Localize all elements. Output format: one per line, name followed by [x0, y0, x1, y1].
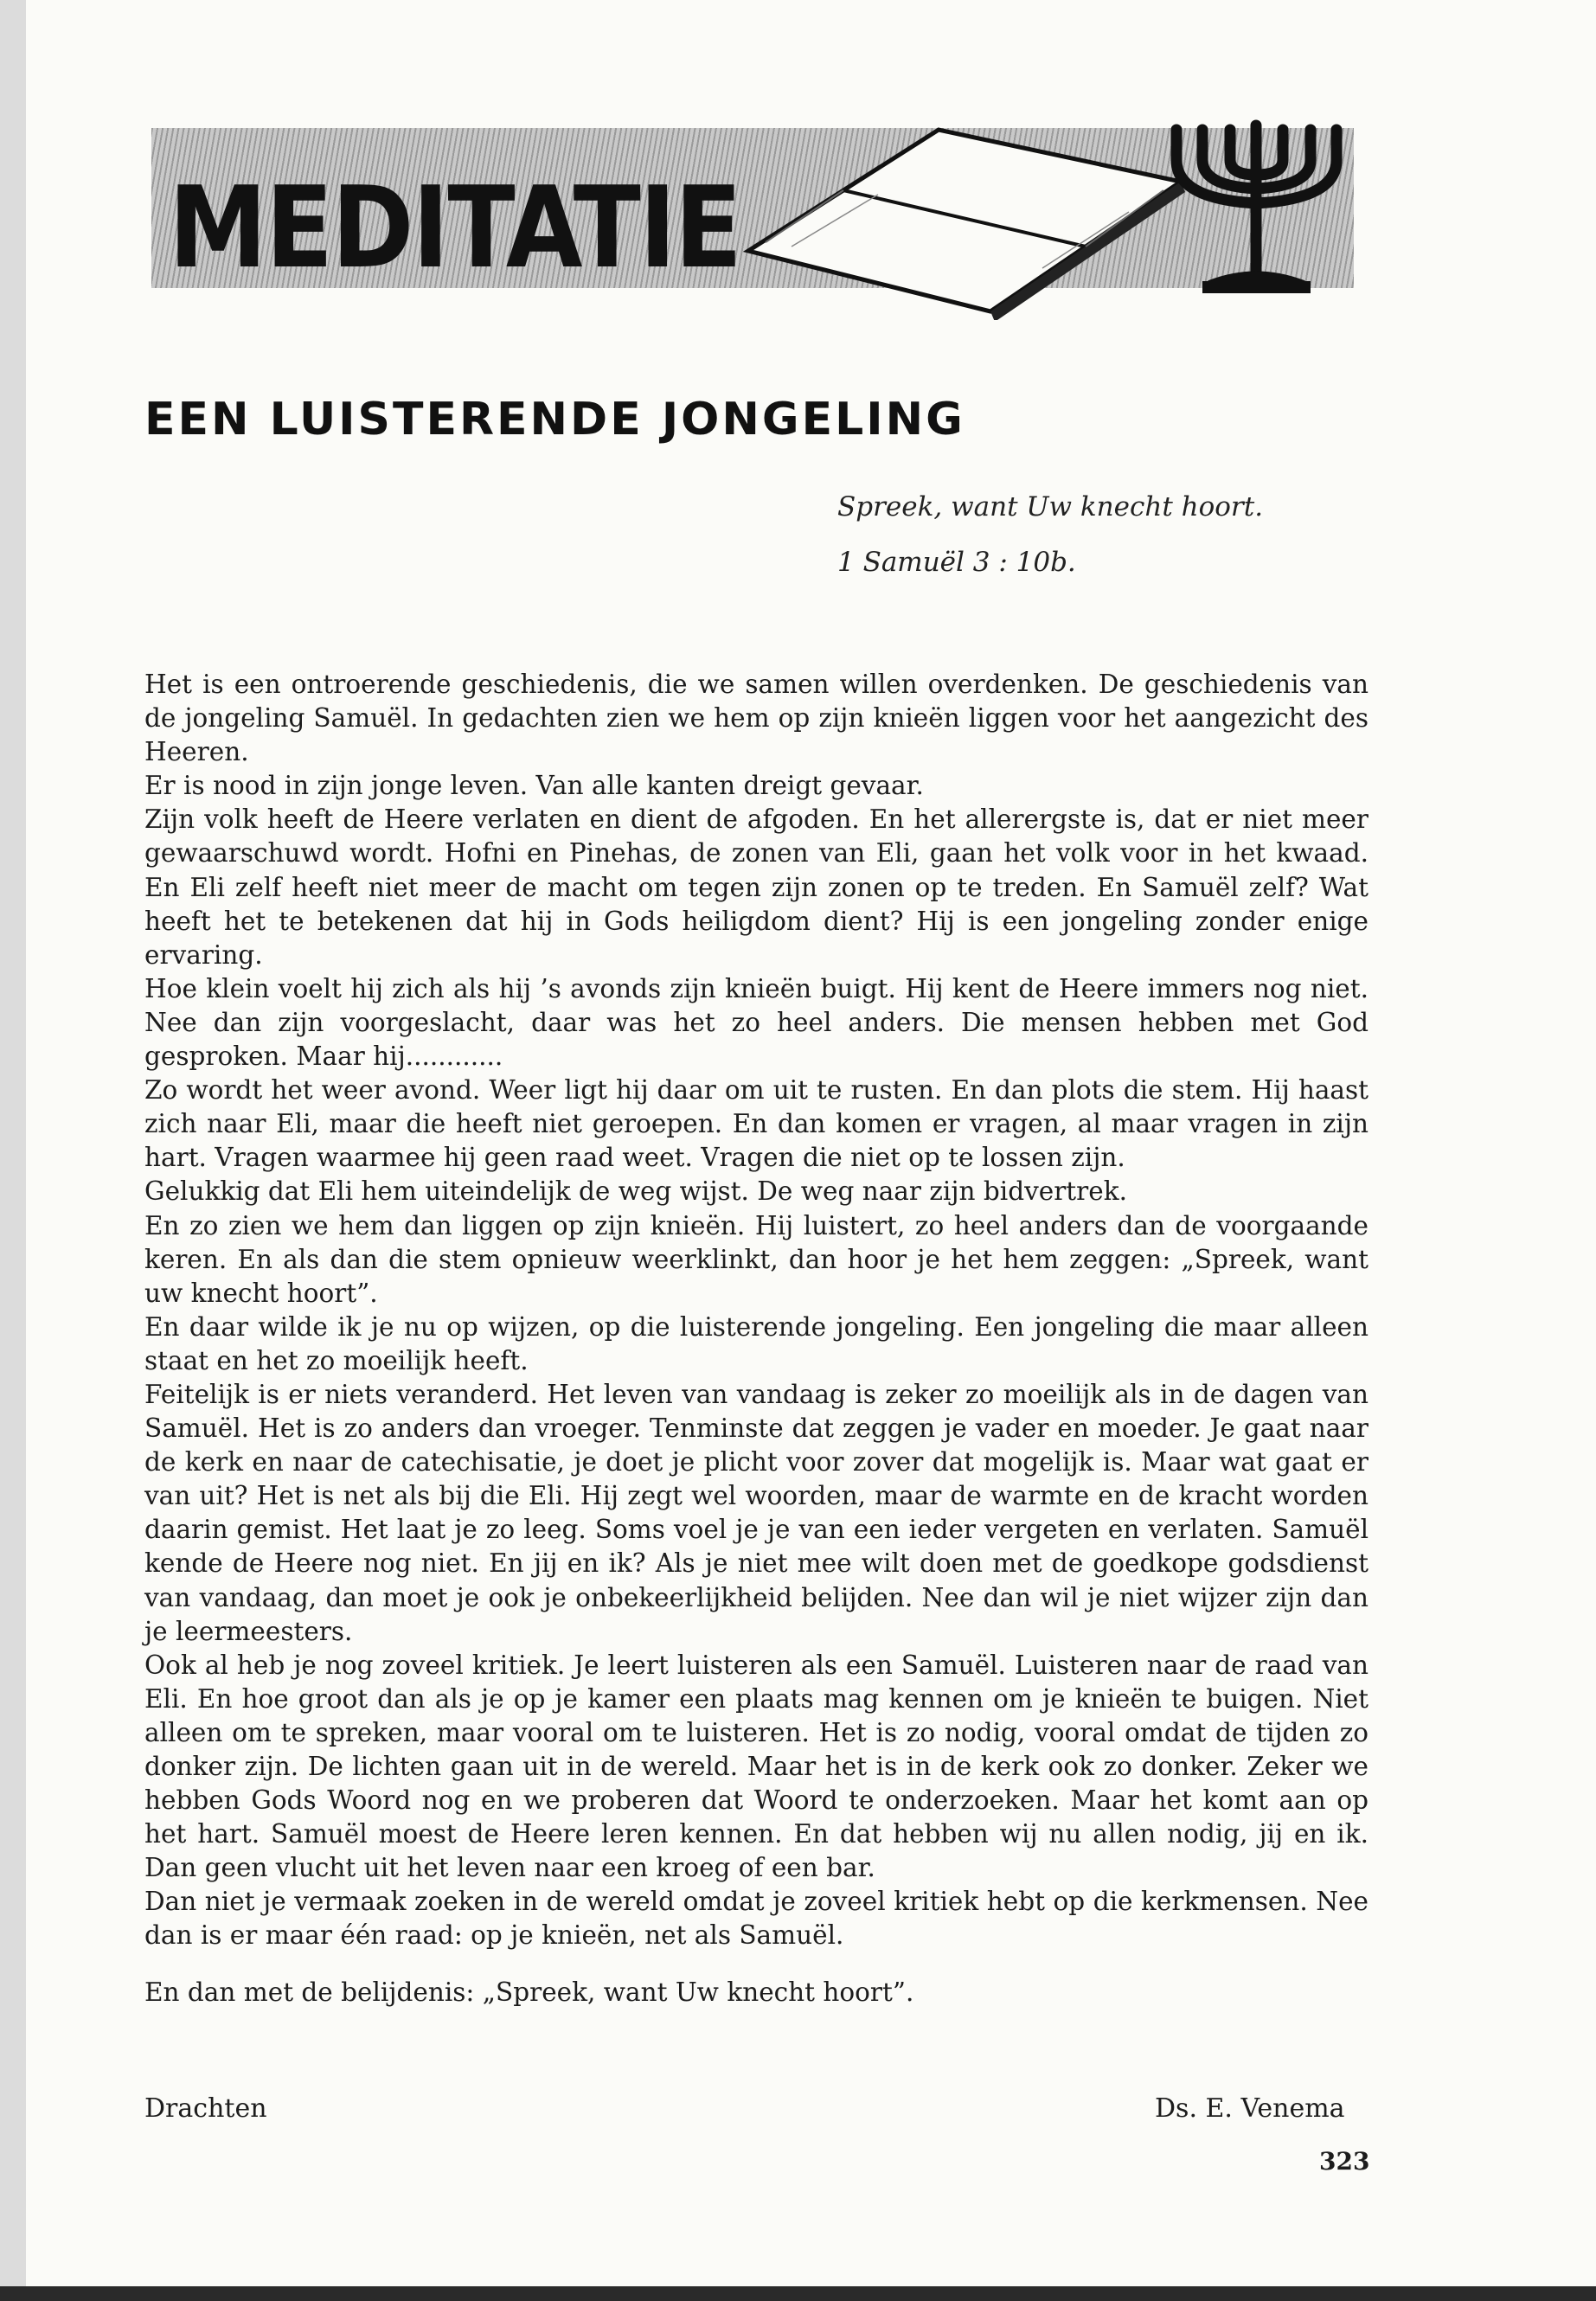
paragraph: En zo zien we hem dan liggen op zijn knieën. Hij luistert, zo heel anders dan de voorgaande keren. En als dan die stem opnieuw weerklinkt, dan hoor je het hem zeggen: „Spreek, want uw knecht hoort”. — [144, 1210, 1368, 1308]
epigraph-reference: 1 Samuël 3 : 10b. — [837, 547, 1076, 578]
scan-left-border — [0, 0, 26, 2301]
paragraph: Hoe klein voelt hij zich als hij ’s avonds zijn knieën buigt. Hij kent de Heere immers nog niet. Nee dan zijn voorgeslacht, daar was het zo heel anders. Die mensen hebben met God gesproken. Maar hij............ — [144, 973, 1368, 1072]
article-body — [144, 668, 1368, 2009]
page-number: 323 — [1319, 2147, 1370, 2176]
article-title: EEN LUISTERENDE JONGELING — [144, 394, 965, 445]
paragraph: Zijn volk heeft de Heere verlaten en dient de afgoden. En het allerergste is, dat er niet meer gewaarschuwd wordt. Hofni en Pinehas, de zonen van Eli, gaan het volk voor in het kwaad. En Eli zelf heeft niet meer de macht om tegen zijn zonen op te treden. En Samuël zelf? Wat heeft het te betekenen dat hij in Gods heiligdom dient? Hij is een jongeling zonder enige ervaring. — [144, 804, 1368, 970]
paragraph: Er is nood in zijn jonge leven. Van alle kanten dreigt gevaar. — [144, 771, 924, 801]
paragraph: Feitelijk is er niets veranderd. Het leven van vandaag is zeker zo moeilijk als in de dagen van Samuël. Het is zo anders dan vroeger. Tenminste dat zeggen je vader en moeder. Je gaat naar de kerk en naar de catechisatie, je doet je plicht voor zover dat mogelijk is. Maar wat gaat er van uit? Het is net als bij die Eli. Hij zegt wel woorden, maar de warmte en de kracht worden daarin gemist. Het laat je zo leeg. Soms voel je je van een ieder vergeten en verlaten. Samuël kende de Heere nog niet. En jij en ik? Als je niet mee wilt doen met de goedkope godsdienst van vandaag, dan moet je ook je onbekeerlijkheid belijden. Nee dan wil je niet wijzer zijn dan je leermeesters. — [144, 1379, 1368, 1646]
open-book-icon — [714, 104, 1198, 320]
closing-line: En dan met de belijdenis: „Spreek, want Uw knecht hoort”. — [144, 1977, 914, 2007]
menorah-icon — [1159, 112, 1354, 311]
scan-bottom-border — [0, 2286, 1596, 2301]
epigraph-quote: Spreek, want Uw knecht hoort. — [837, 491, 1264, 522]
paragraph: Het is een ontroerende geschiedenis, die we samen willen overdenken. De geschiedenis van de jongeling Samuël. In gedachten zien we hem op zijn knieën liggen voor het aangezicht des Heeren. — [144, 670, 1368, 767]
paragraph: Zo wordt het weer avond. Weer ligt hij daar om uit te rusten. En dan plots die stem. Hij haast zich naar Eli, maar die heeft niet geroepen. En dan komen er vragen, al maar vragen in zijn hart. Vragen waarmee hij geen raad weet. Vragen die niet op te lossen zijn. — [144, 1075, 1368, 1173]
paragraph: En daar wilde ik je nu op wijzen, op die luisterende jongeling. Een jongeling die maar alleen staat en het zo moeilijk heeft. — [144, 1311, 1368, 1375]
banner-title: MEDITATIE — [169, 162, 741, 293]
meditatie-banner — [151, 104, 1354, 311]
signature-author: Ds. E. Venema — [1155, 2093, 1345, 2124]
paragraph: Ook al heb je nog zoveel kritiek. Je leert luisteren als een Samuël. Luisteren naar de raad van Eli. En hoe groot dan als je op je kamer een plaats mag kennen om je knieën te buigen. Niet alleen om te spreken, maar vooral om te luisteren. Het is zo nodig, vooral omdat de tijden zo donker zijn. De lichten gaan uit in de wereld. Maar het is in de kerk ook zo donker. Zeker we hebben Gods Woord nog en we proberen dat Woord te onderzoeken. Maar het komt aan op het hart. Samuël moest de Heere leren kennen. En dat hebben wij nu allen nodig, jij en ik. Dan geen vlucht uit het leven naar een kroeg of een bar. — [144, 1650, 1368, 1883]
signature-place: Drachten — [144, 2093, 267, 2124]
paragraph: Dan niet je vermaak zoeken in de wereld omdat je zoveel kritiek hebt op die kerkmensen. Nee dan is er maar één raad: op je knieën, net als Samuël. — [144, 1887, 1368, 1951]
paragraph: Gelukkig dat Eli hem uiteindelijk de weg wijst. De weg naar zijn bidvertrek. — [144, 1176, 1127, 1207]
